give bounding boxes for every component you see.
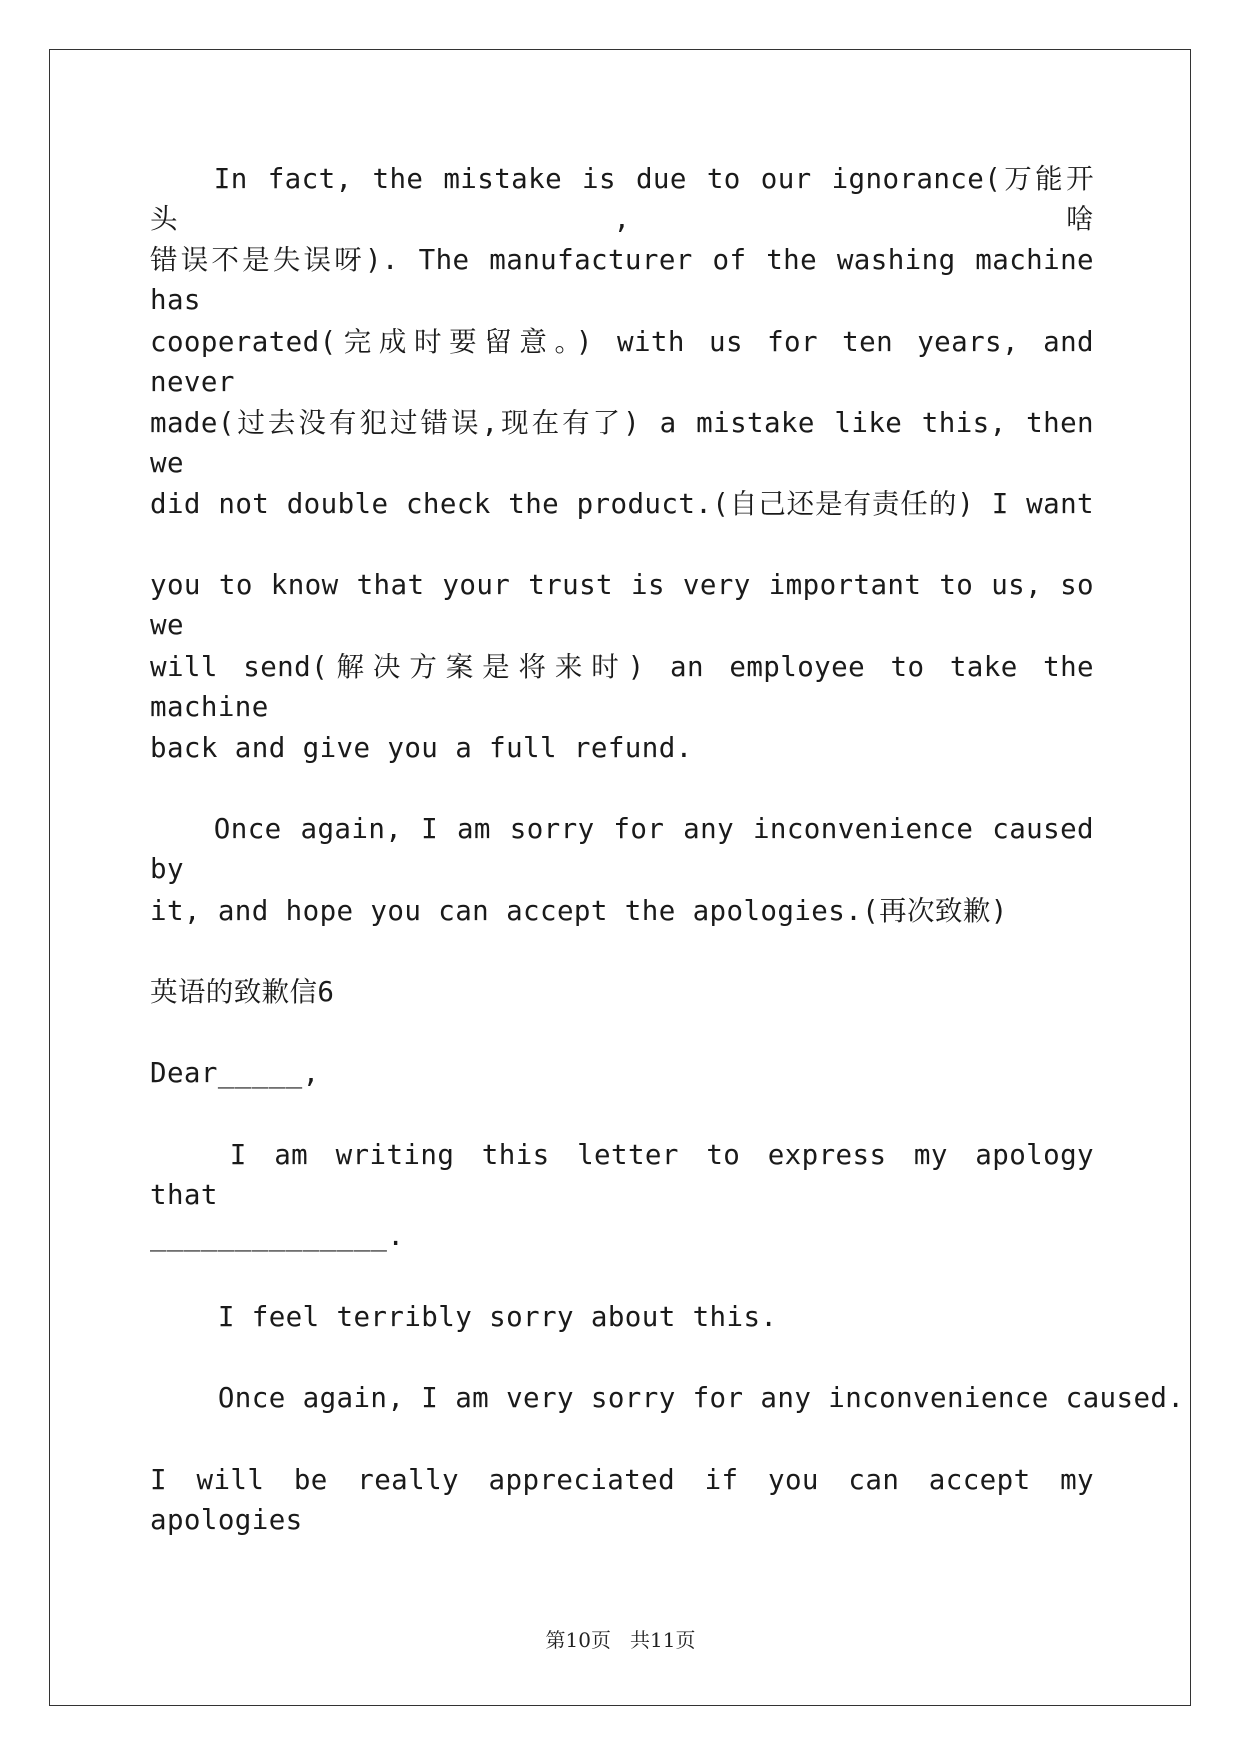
text-line: ______________. [150,1219,405,1252]
text-line: I feel terribly sorry about this. [150,1301,778,1334]
document-body [150,159,1185,1541]
page-number-footer: 第10页 共11页 [545,1628,696,1652]
text-line: Dear_____, [150,1057,320,1090]
text-line: Once again, I am very sorry for any inconvenience caused. [150,1382,1185,1415]
text-line: In fact, the mistake is due to our ignorance(万能开头,啥 [150,163,1094,235]
text-line: Once again, I am sorry for any inconvenience caused by [150,813,1094,886]
text-line: 英语的致歉信6 [150,975,335,1008]
text-line: you to know that your trust is very important to us, so we [150,569,1094,642]
text-line: it, and hope you can accept the apologies.(再次致歉) [150,894,1008,927]
text-line: made(过去没有犯过错误,现在有了) a mistake like this, then we [150,406,1094,479]
text-line: I am writing this letter to express my apology that [150,1138,1094,1211]
text-line: back and give you a full refund. [150,732,693,765]
text-line: I will be really appreciated if you can accept my apologies [150,1463,1094,1536]
text-line: 错误不是失误呀). The manufacturer of the washing machine has [150,244,1094,317]
text-line: did not double check the product.(自己还是有责任的) I want [150,488,1094,521]
text-line: cooperated(完成时要留意。) with us for ten years, and never [150,325,1094,398]
text-line: will send(解决方案是将来时) an employee to take the machine [150,650,1094,723]
